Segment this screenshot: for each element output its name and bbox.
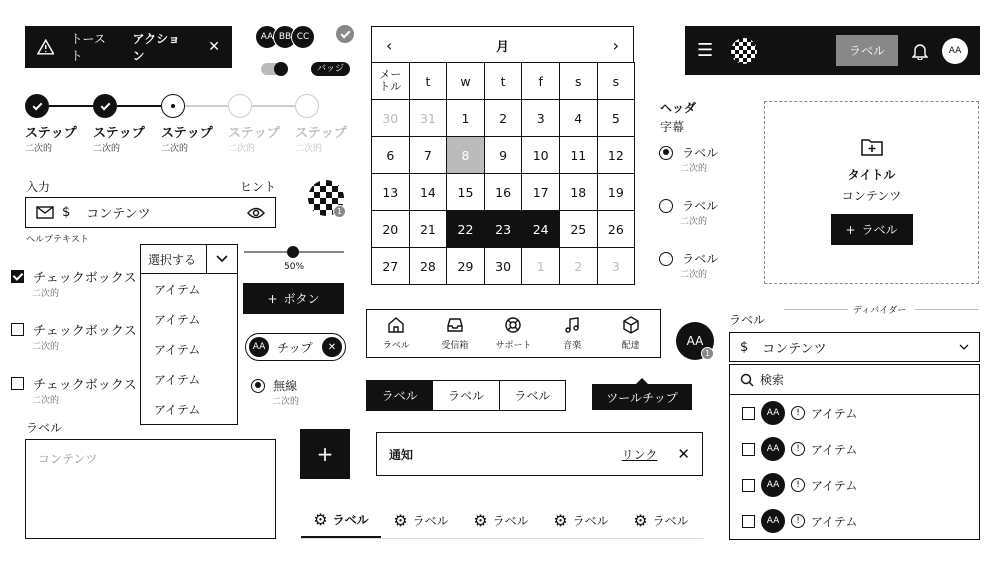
radio-label: ラベル	[682, 146, 719, 160]
lifebuoy-icon	[504, 316, 522, 334]
gear-icon: ⚙	[633, 511, 648, 530]
weekday: w	[447, 63, 485, 100]
step-5[interactable]	[295, 94, 355, 154]
app-bar	[685, 26, 980, 75]
textarea[interactable]	[25, 439, 276, 539]
chevron-down-icon[interactable]	[206, 245, 237, 273]
calendar-day[interactable]: 11	[559, 137, 597, 174]
checkbox-sub: 二次的	[32, 289, 60, 299]
calendar-day[interactable]: 14	[409, 174, 447, 211]
checkbox-sub: 二次的	[32, 396, 60, 406]
step-sub: 二次的	[295, 144, 323, 154]
radio-label: ラベル	[682, 199, 719, 213]
toast	[25, 26, 232, 68]
nav-item-support[interactable]	[486, 316, 541, 351]
menu-item[interactable]: アイテム	[154, 313, 201, 327]
step-sub: 二次的	[25, 144, 53, 154]
circle-icon	[228, 94, 252, 118]
calendar-day[interactable]: 10	[522, 137, 560, 174]
gear-icon: ⚙	[553, 511, 568, 530]
step-title: ステップ	[93, 126, 145, 141]
avatar: AA	[761, 401, 785, 425]
tab-label: ラベル	[412, 514, 449, 528]
list-item[interactable]	[730, 503, 979, 539]
nav-label: サポート	[495, 341, 532, 351]
tab[interactable]	[461, 503, 541, 538]
radio-item-1[interactable]	[659, 144, 718, 174]
segment[interactable]: ラベル	[432, 381, 498, 410]
calendar-day-selected[interactable]: 24	[522, 211, 560, 248]
info-icon: !	[791, 478, 805, 492]
calendar-day[interactable]: 1	[447, 100, 485, 137]
select-menu	[140, 274, 238, 425]
input-hint: ヒント	[240, 180, 277, 194]
radio-label: 無線	[273, 379, 298, 393]
checkbox-unchecked[interactable]	[742, 407, 755, 420]
avatar: AA	[761, 509, 785, 533]
notification-banner	[376, 432, 703, 476]
plus-icon: +	[316, 442, 334, 466]
avatar-group	[255, 25, 315, 49]
tooltip: ツールチップ	[592, 384, 692, 410]
avatar: CC	[291, 25, 315, 49]
calendar-week	[372, 100, 635, 137]
weekday: s	[597, 63, 635, 100]
eye-icon[interactable]	[247, 207, 265, 219]
radio-unselected[interactable]	[659, 199, 673, 213]
checkbox-label: チェックボックス	[33, 271, 137, 286]
bell-icon[interactable]	[912, 42, 928, 60]
image-badge: 1	[333, 205, 346, 218]
tab-label: ラベル	[572, 514, 609, 528]
list-item-label: アイテム	[811, 514, 858, 529]
info-icon: !	[791, 406, 805, 420]
nav-item-home[interactable]	[369, 316, 424, 351]
segment-selected[interactable]: ラベル	[367, 381, 432, 410]
divider-label: ディバイダー	[853, 306, 907, 316]
add-button-label: ボタン	[283, 292, 320, 306]
list-item-label: アイテム	[811, 406, 858, 421]
step-3[interactable]	[161, 94, 221, 154]
calendar-day[interactable]: 15	[447, 174, 485, 211]
empty-state	[764, 101, 979, 284]
calendar-day-selected[interactable]: 22	[447, 211, 485, 248]
calendar-day[interactable]: 30	[372, 100, 410, 137]
input-value: コンテンツ	[86, 207, 151, 222]
search-list	[729, 364, 980, 540]
step-sub: 二次的	[93, 144, 121, 154]
calendar-day[interactable]: 9	[484, 137, 522, 174]
input-label: 入力	[26, 180, 51, 194]
calendar-day[interactable]: 12	[597, 137, 635, 174]
chevron-left-icon[interactable]: ‹	[386, 35, 393, 55]
list-item-label: アイテム	[811, 478, 858, 493]
search-input[interactable]	[730, 365, 979, 395]
logo	[731, 38, 757, 64]
calendar-day[interactable]: 28	[409, 248, 447, 285]
check-circle-icon	[336, 25, 354, 43]
calendar-day[interactable]: 26	[597, 211, 635, 248]
weekday: メートル	[372, 63, 410, 100]
calendar-day[interactable]: 5	[597, 100, 635, 137]
radio-item-2[interactable]	[659, 197, 718, 227]
tab-label: ラベル	[492, 514, 529, 528]
radio-sub: 二次的	[272, 397, 300, 407]
segment[interactable]: ラベル	[499, 381, 565, 410]
nav-label: ラベル	[382, 341, 410, 351]
warning-icon	[37, 39, 54, 55]
radio-selected[interactable]	[659, 146, 673, 160]
list-item[interactable]	[730, 467, 979, 503]
badge: バッジ	[311, 62, 350, 76]
divider-line	[784, 309, 848, 310]
radio-group-subheader: 字幕	[660, 120, 685, 134]
gear-icon: ⚙	[393, 511, 408, 530]
calendar-week	[372, 174, 635, 211]
calendar-week	[372, 137, 635, 174]
calendar-day[interactable]: 2	[484, 100, 522, 137]
tab-bar	[301, 503, 703, 539]
tab[interactable]	[541, 503, 621, 538]
fab-button[interactable]	[300, 429, 350, 479]
calendar-day[interactable]: 1	[522, 248, 560, 285]
avatar[interactable]: AA	[942, 38, 968, 64]
toast-action-button[interactable]: アクション	[132, 32, 180, 63]
radio-group-header: ヘッダ	[660, 101, 697, 115]
calendar-day[interactable]: 21	[409, 211, 447, 248]
inbox-icon	[446, 316, 464, 334]
checkbox-unchecked[interactable]	[742, 515, 755, 528]
nav-label: 受信箱	[441, 341, 469, 351]
music-icon	[563, 316, 581, 334]
appbar-button[interactable]: ラベル	[836, 35, 898, 66]
weekday: t	[409, 63, 447, 100]
radio-wireless[interactable]	[251, 377, 299, 407]
radio-unselected[interactable]	[659, 252, 673, 266]
calendar-day[interactable]: 18	[559, 174, 597, 211]
nav-label: 配達	[621, 341, 640, 351]
checkbox-unchecked[interactable]	[742, 443, 755, 456]
avatar[interactable]: AA	[676, 322, 714, 360]
calendar-week	[372, 211, 635, 248]
step-title: ステップ	[295, 126, 347, 141]
toggle-switch[interactable]	[261, 63, 287, 75]
textarea-placeholder: コンテンツ	[38, 452, 98, 466]
nav-item-delivery[interactable]	[603, 316, 658, 351]
helper-text: ヘルプテキスト	[26, 235, 89, 245]
step-1[interactable]	[25, 94, 85, 154]
calendar-day[interactable]: 27	[372, 248, 410, 285]
empty-state-button[interactable]	[831, 214, 913, 245]
step-4[interactable]	[228, 94, 288, 154]
text-input[interactable]	[25, 197, 276, 228]
empty-state-title: タイトル	[847, 168, 896, 182]
step-title: ステップ	[161, 126, 213, 141]
calendar-day-selected[interactable]: 23	[484, 211, 522, 248]
avatar-badge: 1	[701, 347, 714, 360]
info-icon: !	[791, 442, 805, 456]
avatar: AA	[255, 25, 279, 49]
tab-selected[interactable]	[301, 503, 381, 538]
plus-icon: +	[267, 291, 278, 306]
list-item[interactable]	[730, 431, 979, 467]
checkbox-label: チェックボックス	[33, 324, 137, 339]
nav-label: 音楽	[563, 341, 582, 351]
calendar-day[interactable]: 2	[559, 248, 597, 285]
radio-sub: 二次的	[680, 164, 708, 174]
bottom-navigation	[366, 309, 661, 358]
menu-item[interactable]: アイテム	[154, 343, 201, 357]
calendar-day[interactable]: 4	[559, 100, 597, 137]
tab[interactable]	[381, 503, 461, 538]
tab[interactable]	[621, 503, 701, 538]
checkbox-sub: 二次的	[32, 342, 60, 352]
calendar-day[interactable]: 25	[559, 211, 597, 248]
close-icon[interactable]: ✕	[208, 39, 220, 55]
weekday: t	[484, 63, 522, 100]
add-button[interactable]	[243, 283, 344, 314]
weekday: f	[522, 63, 560, 100]
gear-icon: ⚙	[313, 510, 328, 529]
empty-state-button-label: ラベル	[861, 223, 898, 237]
calendar-week	[372, 248, 635, 285]
slider-value: 50%	[284, 262, 305, 272]
step-title: ステップ	[25, 126, 77, 141]
calendar-day[interactable]: 7	[409, 137, 447, 174]
checkbox-label: チェックボックス	[33, 378, 137, 393]
folder-plus-icon	[861, 138, 883, 156]
menu-item[interactable]: アイテム	[154, 403, 201, 417]
search-icon	[740, 373, 754, 387]
dropdown-label: ラベル	[729, 313, 766, 327]
step-sub: 二次的	[228, 144, 256, 154]
calendar-day[interactable]: 3	[597, 248, 635, 285]
chip-avatar: AA	[249, 337, 269, 357]
check-icon	[93, 94, 117, 118]
dropdown-prefix: $	[740, 339, 749, 355]
step-sub: 二次的	[161, 144, 189, 154]
menu-item[interactable]: アイテム	[154, 283, 201, 297]
radio-sub: 二次的	[680, 217, 708, 227]
slider-handle[interactable]	[287, 246, 299, 258]
weekday-row	[372, 63, 635, 100]
home-icon	[387, 316, 405, 334]
divider-line	[915, 309, 979, 310]
checkbox-1[interactable]	[11, 267, 137, 299]
search-placeholder: 検索	[760, 373, 785, 387]
gear-icon: ⚙	[473, 511, 488, 530]
check-icon	[25, 94, 49, 118]
dot-circle-icon	[161, 94, 185, 118]
close-icon[interactable]: ✕	[677, 445, 690, 463]
package-icon	[622, 316, 640, 334]
calendar-day[interactable]: 30	[484, 248, 522, 285]
radio-item-3[interactable]	[659, 250, 718, 280]
circle-icon	[295, 94, 319, 118]
checkbox-unchecked[interactable]	[11, 377, 24, 390]
calendar-header	[371, 26, 634, 63]
tab-label: ラベル	[332, 513, 369, 527]
input-prefix: $	[62, 205, 71, 220]
nav-item-inbox[interactable]	[427, 316, 482, 351]
tab-label: ラベル	[652, 514, 689, 528]
radio-label: ラベル	[682, 252, 719, 266]
chevron-right-icon[interactable]: ›	[612, 35, 619, 55]
avatar: AA	[761, 473, 785, 497]
select-dropdown[interactable]	[140, 244, 238, 274]
segmented-control	[366, 380, 566, 411]
calendar-grid	[371, 62, 635, 285]
nav-item-music[interactable]	[545, 316, 600, 351]
notification-link[interactable]: リンク	[621, 447, 658, 462]
calendar-day[interactable]: 6	[372, 137, 410, 174]
info-icon: !	[791, 514, 805, 528]
menu-icon[interactable]: ☰	[697, 40, 714, 61]
list-item-label: アイテム	[811, 442, 858, 457]
weekday: s	[559, 63, 597, 100]
radio-selected[interactable]	[251, 379, 265, 393]
calendar-day[interactable]: 19	[597, 174, 635, 211]
avatar: AA	[761, 437, 785, 461]
chip-label: チップ	[277, 340, 313, 355]
calendar-day[interactable]: 16	[484, 174, 522, 211]
textarea-label: ラベル	[26, 421, 63, 435]
checkbox-checked[interactable]	[11, 270, 24, 283]
checkbox-unchecked[interactable]	[742, 479, 755, 492]
step-2[interactable]	[93, 94, 153, 154]
calendar-day[interactable]: 17	[522, 174, 560, 211]
toast-text: トースト	[70, 32, 106, 63]
checkbox-unchecked[interactable]	[11, 323, 24, 336]
checkbox-2[interactable]	[11, 320, 137, 352]
dropdown-field[interactable]	[729, 332, 980, 362]
plus-icon: +	[845, 222, 856, 237]
empty-state-content: コンテンツ	[841, 189, 902, 203]
calendar-month: 月	[495, 39, 509, 55]
select-label: 選択する	[148, 252, 197, 267]
calendar-day[interactable]: 3	[522, 100, 560, 137]
mail-icon	[36, 206, 54, 219]
calendar-day[interactable]: 20	[372, 211, 410, 248]
step-title: ステップ	[228, 126, 280, 141]
calendar-day-today[interactable]: 8	[447, 137, 485, 174]
calendar-day[interactable]: 13	[372, 174, 410, 211]
avatar: BB	[273, 25, 297, 49]
close-icon[interactable]: ✕	[322, 337, 342, 357]
calendar-day[interactable]: 31	[409, 100, 447, 137]
checkbox-3[interactable]	[11, 374, 137, 406]
calendar-day[interactable]: 29	[447, 248, 485, 285]
radio-sub: 二次的	[680, 270, 708, 280]
dropdown-value: コンテンツ	[762, 341, 827, 357]
chevron-down-icon	[959, 344, 969, 350]
notification-title: 通知	[389, 447, 414, 462]
chip[interactable]	[245, 333, 346, 361]
menu-item[interactable]: アイテム	[154, 373, 201, 387]
list-item[interactable]	[730, 395, 979, 431]
